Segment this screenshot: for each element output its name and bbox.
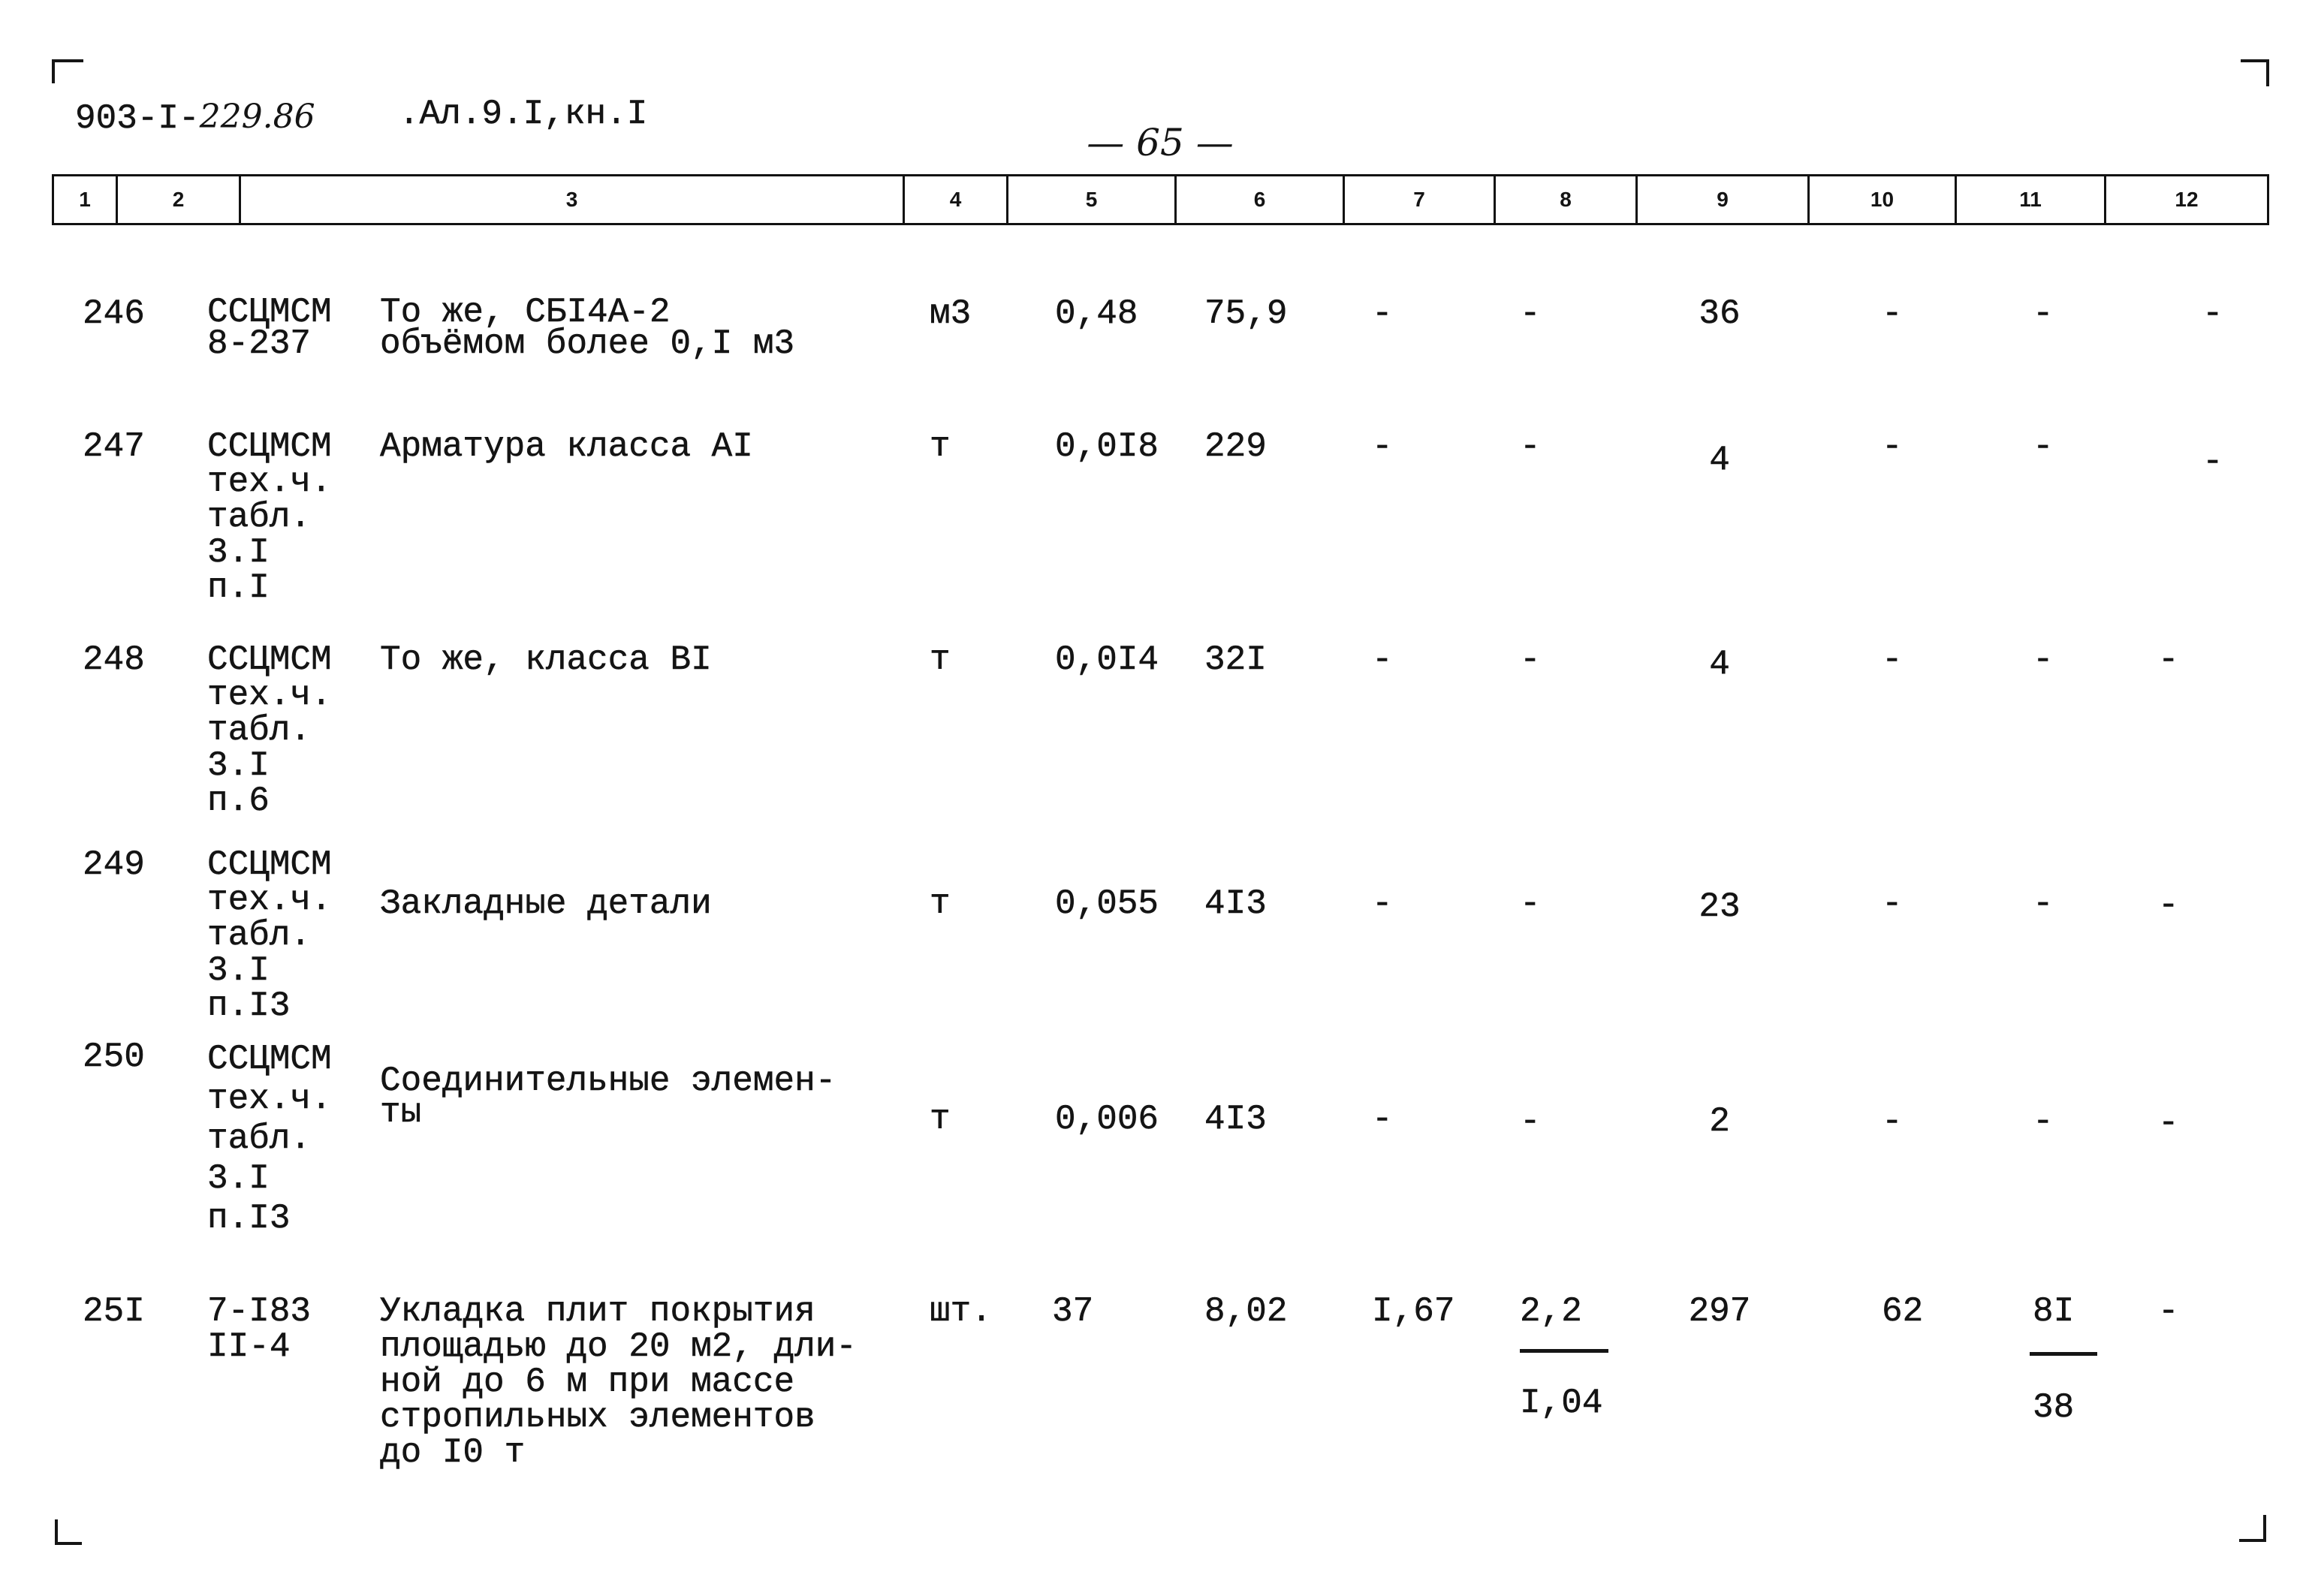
column-header: 3 <box>241 176 905 223</box>
unit: т <box>930 427 951 466</box>
column-header: 10 <box>1810 176 1957 223</box>
value-cell: 2 <box>1709 1102 1730 1141</box>
fraction-bar <box>1520 1349 1608 1353</box>
document-section: .Ал.9.I,кн.I <box>399 95 648 134</box>
position-number: 247 <box>83 427 145 466</box>
table-row <box>0 1292 2306 1472</box>
value-cell: 75,9 <box>1204 294 1288 333</box>
column-header: 9 <box>1638 176 1810 223</box>
unit: т <box>930 640 951 679</box>
description: Укладка плит покрытия площадью до 20 м2, дли- ной до 6 м при массе стропильных элементов до I0 т <box>380 1292 857 1472</box>
value-cell: 0,0I4 <box>1055 640 1159 679</box>
value-cell: - <box>2202 294 2223 333</box>
value-cell: - <box>1520 884 1541 923</box>
reference-code: ССЦМСМ тех.ч. табл. 3.I п.I <box>207 427 332 607</box>
column-header: 12 <box>2175 188 2199 211</box>
value-cell: - <box>1372 294 1393 333</box>
value-cell: 4 <box>1709 441 1730 480</box>
description: Арматура класса АI <box>380 427 753 466</box>
value-cell: - <box>1882 294 1903 333</box>
value-cell: 229 <box>1204 427 1267 466</box>
document-code-printed: 903-I- <box>75 99 200 138</box>
description: То же, класса ВI <box>380 640 712 679</box>
position-number: 250 <box>83 1037 145 1077</box>
fraction-bar <box>2030 1352 2097 1356</box>
value-cell: 4 <box>1709 645 1730 684</box>
description: Закладные детали <box>380 884 712 923</box>
reference-code: 7-I83 II-4 <box>207 1292 312 1366</box>
column-header-row <box>52 174 2269 225</box>
value-cell: I,67 <box>1372 1292 1455 1331</box>
value-cell: - <box>1520 1102 1541 1141</box>
value-cell: 23 <box>1699 887 1741 926</box>
value-cell: - <box>2158 1104 2179 1143</box>
value-cell-lower: 38 <box>2033 1388 2075 1427</box>
value-cell-lower: I,04 <box>1520 1384 1603 1423</box>
value-cell: 32I <box>1204 640 1267 679</box>
column-header: 6 <box>1177 176 1345 223</box>
reference-code: ССЦМСМ тех.ч. табл. 3.I п.I3 <box>207 845 332 1025</box>
unit: м3 <box>930 294 972 333</box>
reference-code: ССЦМСМ тех.ч. табл. 3.I п.I3 <box>207 1040 332 1238</box>
value-cell: 0,48 <box>1055 294 1138 333</box>
value-cell: 36 <box>1699 294 1741 333</box>
value-cell: - <box>2158 1292 2179 1331</box>
value-cell: - <box>1520 427 1541 466</box>
value-cell: - <box>2033 1102 2054 1141</box>
value-cell: - <box>1882 1102 1903 1141</box>
value-cell: - <box>2033 294 2054 333</box>
value-cell: - <box>2033 640 2054 679</box>
table-row <box>0 427 2306 607</box>
column-header: 7 <box>1345 176 1496 223</box>
table-row <box>0 845 2306 1025</box>
table-row <box>0 293 2306 363</box>
value-cell-upper: 8I <box>2033 1292 2075 1331</box>
value-cell: - <box>1882 427 1903 466</box>
value-cell: 0,055 <box>1055 884 1159 923</box>
column-header: 1 <box>54 176 118 223</box>
description: Соединительные элемен- ты <box>380 1061 836 1132</box>
value-cell: 4I3 <box>1204 884 1267 923</box>
value-cell: - <box>2158 886 2179 925</box>
value-cell: - <box>2202 442 2223 481</box>
column-header: 4 <box>905 176 1008 223</box>
position-number: 248 <box>83 640 145 679</box>
unit: т <box>930 884 951 923</box>
value-cell: 4I3 <box>1204 1100 1267 1139</box>
unit: шт. <box>930 1292 992 1331</box>
corner-mark-top-right <box>2241 59 2269 86</box>
value-cell-upper: 2,2 <box>1520 1292 1582 1331</box>
value-cell: - <box>1520 640 1541 679</box>
page-number: — 65 — <box>1087 121 1234 164</box>
corner-mark-bottom-left <box>55 1519 82 1545</box>
value-cell: - <box>1882 884 1903 923</box>
value-cell: - <box>1520 294 1541 333</box>
value-cell: - <box>1372 427 1393 466</box>
value-cell: 37 <box>1052 1292 1094 1331</box>
value-cell: - <box>1882 640 1903 679</box>
description: То же, СБI4А-2 объёмом более 0,I м3 <box>380 293 795 363</box>
corner-mark-top-left <box>52 59 83 83</box>
value-cell: - <box>1372 884 1393 923</box>
value-cell: 0,0I8 <box>1055 427 1159 466</box>
position-number: 246 <box>83 294 145 333</box>
value-cell: - <box>2158 640 2179 679</box>
column-header: 5 <box>1008 176 1177 223</box>
value-cell: - <box>2033 884 2054 923</box>
unit: т <box>930 1100 951 1139</box>
position-number: 25I <box>83 1292 145 1331</box>
reference-code: ССЦМСМ 8-237 <box>207 293 332 363</box>
value-cell: 8,02 <box>1204 1292 1288 1331</box>
column-header: 11 <box>1957 176 2106 223</box>
table-row <box>0 640 2306 821</box>
value-cell: - <box>1372 640 1393 679</box>
column-header: 2 <box>118 176 241 223</box>
value-cell: 0,006 <box>1055 1100 1159 1139</box>
document-code <box>75 96 315 140</box>
column-header: 8 <box>1496 176 1638 223</box>
value-cell: 62 <box>1882 1292 1924 1331</box>
corner-mark-bottom-right <box>2239 1515 2266 1542</box>
table-row <box>0 1037 2306 1238</box>
value-cell: 297 <box>1688 1292 1751 1331</box>
value-cell: - <box>1372 1100 1393 1139</box>
reference-code: ССЦМСМ тех.ч. табл. 3.I п.6 <box>207 640 332 821</box>
document-code-handwritten: 229.86 <box>199 98 315 136</box>
value-cell: - <box>2033 427 2054 466</box>
position-number: 249 <box>83 845 145 884</box>
